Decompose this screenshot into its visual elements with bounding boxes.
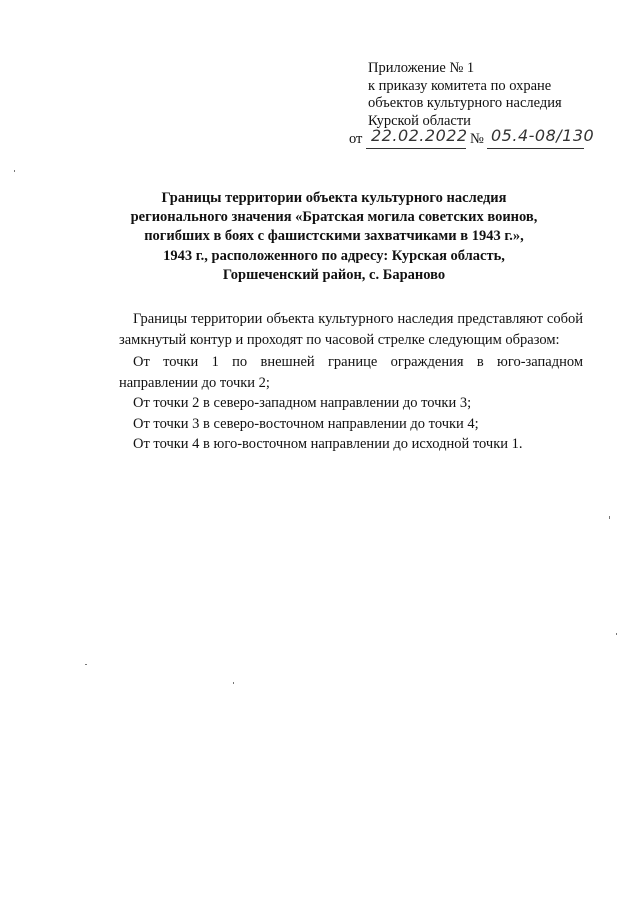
order-number: 05.4-08/130 bbox=[491, 126, 595, 145]
boundary-paragraph-2: От точки 2 в северо-западном направлении до точки 3; bbox=[133, 395, 472, 411]
boundary-paragraph-4: От точки 4 в юго-восточном направлении до исходной точки 1. bbox=[133, 436, 523, 452]
from-label: от bbox=[349, 131, 363, 147]
body-intro-paragraph: Границы территории объекта культурного наследия представляют собой замкнутый контур и проходят по часовой стрелке следующим образом: bbox=[119, 311, 583, 348]
appendix-region: Курской области bbox=[368, 112, 471, 129]
scan-speck bbox=[233, 682, 234, 684]
document-body bbox=[119, 309, 583, 455]
scan-speck bbox=[85, 664, 87, 665]
appendix-number: Приложение № 1 bbox=[368, 60, 475, 76]
scan-speck bbox=[14, 170, 15, 172]
appendix-order-ref: к приказу комитета по охране bbox=[368, 77, 552, 94]
title-line-3: погибших в боях с фашистскими захватчиками в 1943 г.», bbox=[144, 228, 524, 245]
appendix-committee: объектов культурного наследия bbox=[368, 95, 562, 111]
date-underline bbox=[366, 148, 466, 149]
title-line-5: Горшеченский район, с. Бараново bbox=[222, 266, 446, 283]
document-title bbox=[96, 189, 572, 285]
boundary-paragraph-3: От точки 3 в северо-восточном направлении до точки 4; bbox=[133, 415, 479, 432]
order-date-number bbox=[349, 126, 609, 151]
scan-speck bbox=[616, 633, 617, 635]
number-label: № bbox=[470, 131, 484, 147]
order-date: 22.02.2022 bbox=[371, 126, 468, 145]
title-line-2: регионального значения «Братская могила советских воинов, bbox=[130, 209, 538, 226]
title-line-4: 1943 г., расположенного по адресу: Курская область, bbox=[163, 247, 505, 264]
title-line-1: Границы территории объекта культурного наследия bbox=[161, 190, 507, 206]
number-underline bbox=[487, 148, 584, 149]
boundary-paragraph-1: От точки 1 по внешней границе ограждения в юго-западном направлении до точки 2; bbox=[119, 354, 583, 391]
scan-speck bbox=[609, 516, 610, 519]
appendix-header bbox=[368, 60, 608, 130]
